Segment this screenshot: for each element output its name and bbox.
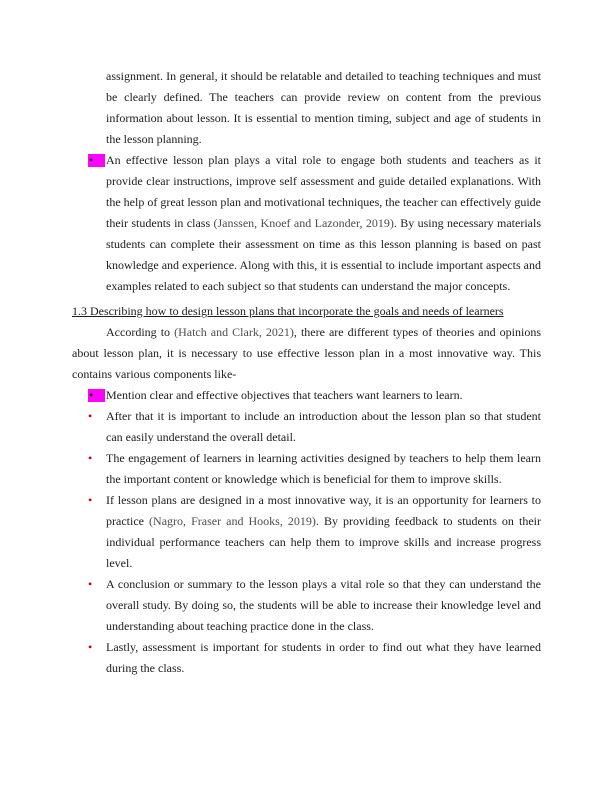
bullet-marker-icon: • [88, 493, 93, 507]
list-item-text: After that it is important to include an introduction about the lesson plan so that student can easily understand the overall detail. [106, 409, 541, 444]
body-text: If lesson plans are designed in a most innovative way, it is an opportunity for learners to practice [106, 493, 541, 528]
bullet-marker-highlighted-icon: • [88, 389, 105, 402]
list-item-text [106, 490, 541, 574]
citation-janssen: (Janssen, Knoef and Lazonder, 2019) [213, 216, 394, 230]
list-item-effective-lesson-plan [72, 150, 541, 297]
bullet-marker-highlighted-icon: • [88, 154, 105, 167]
citation-hatch-clark: (Hatch and Clark, 2021) [174, 325, 294, 339]
list-item-text: Lastly, assessment is important for students in order to find out what they have learned during the class. [106, 640, 541, 675]
body-text: . By using necessary materials students can complete their assessment on time as this lesson planning is based on past knowledge and experience. Along with this, it is essential to include important aspects and examples related to each subject so that students can understand the major concepts. [106, 216, 541, 293]
list-item-text: The engagement of learners in learning activities designed by teachers to help them learn the important content or knowledge which is beneficial for them to improve skills. [106, 451, 541, 486]
list-item-engagement [72, 448, 541, 490]
list-item-text: Mention clear and effective objectives that teachers want learners to learn. [106, 388, 463, 402]
bullet-marker-icon: • [88, 451, 93, 465]
paragraph-continuation: assignment. In general, it should be relatable and detailed to teaching techniques and must be clearly defined. The teachers can provide review on content from the previous information about lesson. It is essential to mention timing, subject and age of students in the lesson planning. [106, 69, 541, 146]
list-item-objectives [72, 385, 541, 406]
bullet-marker-icon: • [88, 409, 93, 423]
section-heading-1-3: 1.3 Describing how to design lesson plans that incorporate the goals and needs of learners [72, 304, 504, 318]
paragraph-according-to [72, 322, 541, 385]
bullet-marker-icon: • [88, 577, 93, 591]
list-item-assessment [72, 637, 541, 679]
bullet-marker-icon: • [88, 640, 93, 654]
list-item-text [106, 150, 541, 297]
body-text: , there are different types of theories and opinions about lesson plan, it is necessary to use effective lesson plan in a most innovative way. This contains various components like- [72, 325, 542, 381]
body-text: According to [106, 325, 175, 339]
body-text: An effective lesson plan plays a vital role to engage both students and teachers as it provide clear instructions, improve self assessment and guide detailed explanations. With the help of great lesson plan and motivational techniques, the teacher can effectively guide their students in class [106, 153, 541, 230]
list-item-text: A conclusion or summary to the lesson plays a vital role so that they can understand the overall study. By doing so, the students will be able to increase their knowledge level and understanding about teaching practice done in the class. [106, 577, 541, 633]
body-text: . By providing feedback to students on their individual performance teachers can help them to improve skills and increase progress level. [106, 514, 541, 570]
list-item-conclusion [72, 574, 541, 637]
list-item-introduction [72, 406, 541, 448]
list-item-innovative-practice [72, 490, 541, 574]
citation-nagro: (Nagro, Fraser and Hooks, 2019) [149, 514, 316, 528]
